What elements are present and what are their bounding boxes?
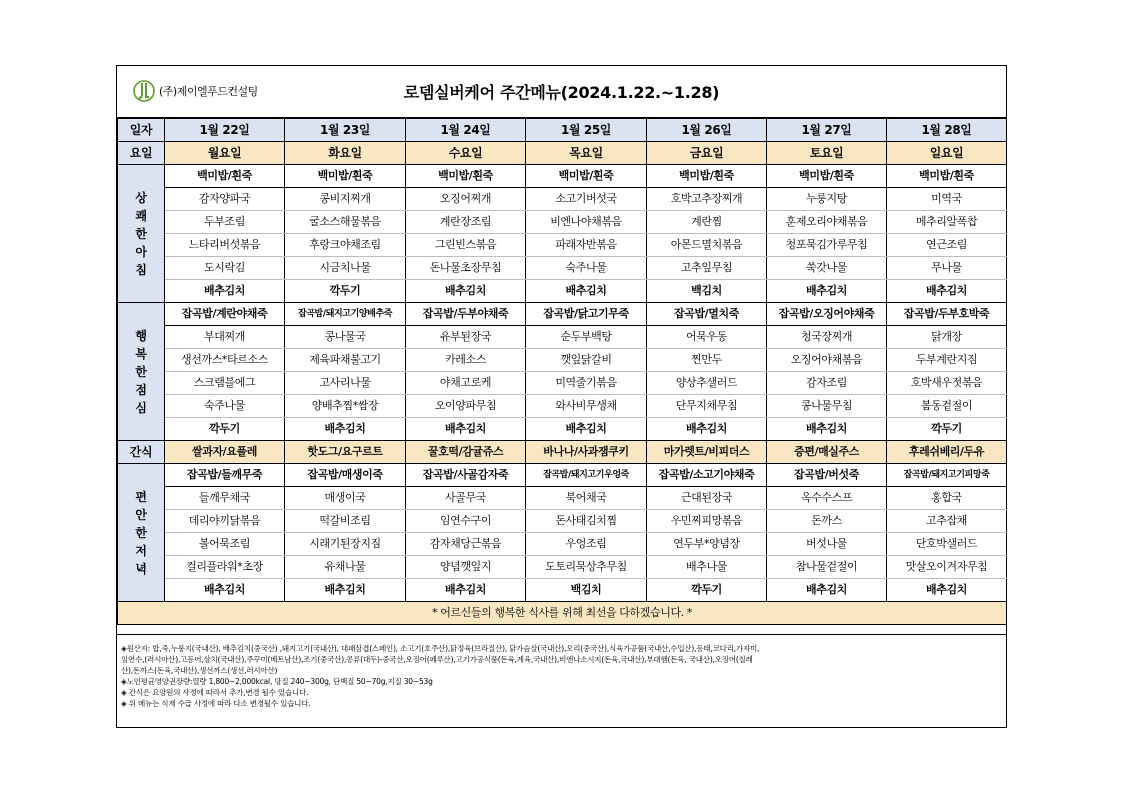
date-cell: 1월 28일 [887, 119, 1007, 142]
lunch-label-char: 한 [135, 364, 147, 379]
breakfast-dish: 백미밥/흰죽 [406, 165, 526, 188]
breakfast-label-char: 쾌 [135, 208, 147, 223]
footnotes [117, 634, 1006, 709]
dinner-label-char: 저 [135, 543, 147, 558]
dinner-dish: 볼어묵조림 [165, 533, 285, 556]
breakfast-dish: 콩비지찌개 [285, 188, 406, 211]
snack-cell: 쌀과자/요플레 [165, 441, 285, 464]
breakfast-dish: 백김치 [647, 280, 767, 303]
dinner-dish: 배추나물 [647, 556, 767, 579]
dinner-dish: 잡곡밥/돼지고기우엉죽 [526, 464, 647, 487]
breakfast-dish: 고추잎무침 [647, 257, 767, 280]
breakfast-dish: 계란찜 [647, 211, 767, 234]
dinner-label-char: 녁 [135, 561, 147, 576]
snack-row [118, 441, 1007, 464]
lunch-dish: 오징어야채볶음 [767, 349, 887, 372]
dinner-dish: 잡곡밥/돼지고기피망죽 [887, 464, 1007, 487]
lunch-dish: 스크램블에그 [165, 372, 285, 395]
dinner-dish: 잡곡밥/매생이죽 [285, 464, 406, 487]
company-name: (주)제이엘푸드컨설팅 [159, 85, 258, 98]
lunch-row [118, 349, 1007, 372]
breakfast-dish: 오징어찌개 [406, 188, 526, 211]
breakfast-dish: 배추김치 [887, 280, 1007, 303]
breakfast-dish: 돈나물초장무침 [406, 257, 526, 280]
date-cell: 1월 27일 [767, 119, 887, 142]
breakfast-dish: 쑥갓나물 [767, 257, 887, 280]
lunch-dish: 생선까스*타르소스 [165, 349, 285, 372]
lunch-dish: 배추김치 [285, 418, 406, 441]
dinner-dish: 감자채당근볶음 [406, 533, 526, 556]
lunch-dish: 고사리나물 [285, 372, 406, 395]
lunch-dish: 배추김치 [406, 418, 526, 441]
footnote-line: ◈ 간식은 요양원의 사정에 따라서 추가,변경 될수 있습니다. [121, 688, 309, 697]
dinner-dish: 깍두기 [647, 579, 767, 602]
dinner-label-char: 안 [135, 507, 147, 522]
breakfast-dish: 메추리알폭찹 [887, 211, 1007, 234]
dinner-dish: 잡곡밥/사골감자죽 [406, 464, 526, 487]
dinner-dish: 배추김치 [285, 579, 406, 602]
breakfast-dish: 누룽지탕 [767, 188, 887, 211]
lunch-dish: 찐만두 [647, 349, 767, 372]
dinner-dish: 연두부*양념장 [647, 533, 767, 556]
snack-cell: 후레쉬베리/두유 [887, 441, 1007, 464]
breakfast-dish: 두부조림 [165, 211, 285, 234]
lunch-dish: 카레소스 [406, 349, 526, 372]
lunch-dish: 배추김치 [647, 418, 767, 441]
weekday-cell: 토요일 [767, 142, 887, 165]
weekday-cell: 화요일 [285, 142, 406, 165]
dinner-label-char: 편 [135, 489, 147, 504]
date-cell: 1월 25일 [526, 119, 647, 142]
breakfast-dish: 배추김치 [767, 280, 887, 303]
dinner-dish: 맛살오이겨자무침 [887, 556, 1007, 579]
dinner-dish: 잡곡밥/들깨무죽 [165, 464, 285, 487]
breakfast-dish: 훈제오리야채볶음 [767, 211, 887, 234]
lunch-dish: 호박새우젓볶음 [887, 372, 1007, 395]
dinner-dish: 버섯나물 [767, 533, 887, 556]
breakfast-dish: 무나물 [887, 257, 1007, 280]
dinner-dish: 떡갈비조림 [285, 510, 406, 533]
dinner-dish: 우민찌피망볶음 [647, 510, 767, 533]
breakfast-dish: 파래자반볶음 [526, 234, 647, 257]
dinner-label-char: 한 [135, 525, 147, 540]
breakfast-dish: 도시락김 [165, 257, 285, 280]
lunch-dish: 제육파채불고기 [285, 349, 406, 372]
breakfast-dish: 비엔나야채볶음 [526, 211, 647, 234]
breakfast-dish: 백미밥/흰죽 [647, 165, 767, 188]
dinner-dish: 들깨무채국 [165, 487, 285, 510]
dinner-dish: 홍합국 [887, 487, 1007, 510]
dinner-dish: 근대된장국 [647, 487, 767, 510]
breakfast-dish: 소고기버섯국 [526, 188, 647, 211]
breakfast-row [118, 257, 1007, 280]
lunch-row [118, 418, 1007, 441]
breakfast-dish: 계란장조림 [406, 211, 526, 234]
breakfast-label-char: 침 [135, 262, 147, 277]
page-title: 로뎀실버케어 주간메뉴(2024.1.22.~1.28) [403, 83, 720, 102]
lunch-label [118, 303, 165, 441]
weekday-label: 요일 [118, 142, 165, 165]
lunch-label-char: 점 [135, 382, 147, 397]
lunch-dish: 잡곡밥/계란야채죽 [165, 303, 285, 326]
lunch-dish: 유부된장국 [406, 326, 526, 349]
footnote-line: 임연수,(러시아산),고등어,삼치(국내산),주꾸미(베트남산),조기(중국산),콩류(대두)-중국산,오징어(페루산),고기가공식품(돈육,계육,국내산),비엔나소시지(돈육,국내산),부대햄(돈육, 국내산),오징어(칠레 [121, 655, 753, 664]
breakfast-row [118, 280, 1007, 303]
footnote-line: ◈ 위 메뉴는 식재 수급 사정에 따라 다소 변경될수 있습니다. [121, 699, 311, 708]
breakfast-label-char: 상 [135, 190, 147, 205]
lunch-dish: 콩나물무침 [767, 395, 887, 418]
breakfast-label-char: 한 [135, 226, 147, 241]
breakfast-dish: 미역국 [887, 188, 1007, 211]
breakfast-dish: 백미밥/흰죽 [767, 165, 887, 188]
dinner-row [118, 556, 1007, 579]
lunch-dish: 봄동겉절이 [887, 395, 1007, 418]
lunch-dish: 야채고로케 [406, 372, 526, 395]
lunch-dish: 잡곡밥/닭고기무죽 [526, 303, 647, 326]
dinner-dish: 백김치 [526, 579, 647, 602]
lunch-dish: 감자조림 [767, 372, 887, 395]
lunch-row [118, 303, 1007, 326]
lunch-dish: 양상추샐러드 [647, 372, 767, 395]
breakfast-row [118, 165, 1007, 188]
dinner-dish: 우엉조림 [526, 533, 647, 556]
dinner-dish: 데리야끼닭볶음 [165, 510, 285, 533]
menu-sheet [116, 65, 1007, 728]
weekly-menu-table [117, 118, 1007, 625]
dinner-dish: 임연수구이 [406, 510, 526, 533]
dinner-dish: 참나물겉절이 [767, 556, 887, 579]
lunch-dish: 청국장찌개 [767, 326, 887, 349]
lunch-dish: 깍두기 [887, 418, 1007, 441]
date-cell: 1월 24일 [406, 119, 526, 142]
breakfast-dish: 아몬드멸치볶음 [647, 234, 767, 257]
title-bar [117, 66, 1006, 118]
breakfast-dish: 감자양파국 [165, 188, 285, 211]
breakfast-dish: 배추김치 [165, 280, 285, 303]
breakfast-dish: 백미밥/흰죽 [526, 165, 647, 188]
lunch-row [118, 395, 1007, 418]
lunch-dish: 잡곡밥/돼지고기양배추죽 [285, 303, 406, 326]
lunch-label-char: 심 [135, 400, 147, 415]
lunch-dish: 단무지채무침 [647, 395, 767, 418]
dinner-dish: 유채나물 [285, 556, 406, 579]
snack-cell: 마가렛트/비피더스 [647, 441, 767, 464]
dinner-dish: 잡곡밥/소고기야채죽 [647, 464, 767, 487]
lunch-dish: 순두부백탕 [526, 326, 647, 349]
lunch-label-char: 행 [135, 328, 147, 343]
breakfast-row [118, 188, 1007, 211]
dinner-dish: 돈까스 [767, 510, 887, 533]
breakfast-dish: 청포묵김가루무침 [767, 234, 887, 257]
lunch-dish: 배추김치 [767, 418, 887, 441]
breakfast-dish: 후랑크야채조림 [285, 234, 406, 257]
lunch-dish: 잡곡밥/두부호박죽 [887, 303, 1007, 326]
lunch-dish: 잡곡밥/두부야채죽 [406, 303, 526, 326]
breakfast-row [118, 234, 1007, 257]
lunch-dish: 오이양파무침 [406, 395, 526, 418]
dinner-dish: 옥수수스프 [767, 487, 887, 510]
dinner-dish: 도토리묵상추무침 [526, 556, 647, 579]
weekday-cell: 일요일 [887, 142, 1007, 165]
weekday-cell: 월요일 [165, 142, 285, 165]
breakfast-dish: 숙주나물 [526, 257, 647, 280]
date-cell: 1월 23일 [285, 119, 406, 142]
dinner-row [118, 579, 1007, 602]
lunch-label-char: 복 [135, 346, 147, 361]
weekday-cell: 목요일 [526, 142, 647, 165]
dinner-dish: 북어채국 [526, 487, 647, 510]
breakfast-dish: 배추김치 [406, 280, 526, 303]
dinner-row [118, 533, 1007, 556]
dinner-dish: 시래기된장지짐 [285, 533, 406, 556]
footnote-line: ◈노인평균영양권장량:열량 1,800~2,000kcal, 당질 240~300g, 단백질 50~70g,지질 30~53g [121, 677, 433, 686]
snack-cell: 꿀호떡/감귤쥬스 [406, 441, 526, 464]
breakfast-dish: 시금치나물 [285, 257, 406, 280]
lunch-dish: 두부계란지짐 [887, 349, 1007, 372]
breakfast-label-char: 아 [135, 244, 147, 259]
notice-text: * 어르신들의 행복한 식사를 위해 최선을 다하겠습니다. * [118, 602, 1007, 625]
lunch-dish: 배추김치 [526, 418, 647, 441]
lunch-dish: 미역줄기볶음 [526, 372, 647, 395]
dinner-row [118, 510, 1007, 533]
dinner-dish: 양념깻잎지 [406, 556, 526, 579]
footnote-line: 산),돈까스(돈육,국내산),생선까스(생선,러시아산) [121, 666, 278, 675]
lunch-dish: 와사비무생채 [526, 395, 647, 418]
breakfast-dish: 배추김치 [526, 280, 647, 303]
weekday-cell: 수요일 [406, 142, 526, 165]
dinner-dish: 배추김치 [767, 579, 887, 602]
breakfast-dish: 그린빈스볶음 [406, 234, 526, 257]
lunch-dish: 깍두기 [165, 418, 285, 441]
dinner-dish: 잡곡밥/버섯죽 [767, 464, 887, 487]
dinner-dish: 배추김치 [406, 579, 526, 602]
date-label: 일자 [118, 119, 165, 142]
dinner-dish: 배추김치 [165, 579, 285, 602]
dinner-dish: 배추김치 [887, 579, 1007, 602]
date-cell: 1월 26일 [647, 119, 767, 142]
lunch-dish: 양배추찜*쌈장 [285, 395, 406, 418]
dinner-label [118, 464, 165, 602]
breakfast-dish: 호박고추장찌개 [647, 188, 767, 211]
lunch-dish: 숙주나물 [165, 395, 285, 418]
lunch-dish: 닭개장 [887, 326, 1007, 349]
breakfast-dish: 느타리버섯볶음 [165, 234, 285, 257]
lunch-dish: 부대찌개 [165, 326, 285, 349]
snack-cell: 바나나/사과잼쿠키 [526, 441, 647, 464]
snack-cell: 핫도그/요구르트 [285, 441, 406, 464]
lunch-row [118, 326, 1007, 349]
date-row [118, 119, 1007, 142]
breakfast-dish: 깍두기 [285, 280, 406, 303]
lunch-dish: 잡곡밥/멸치죽 [647, 303, 767, 326]
breakfast-dish: 백미밥/흰죽 [165, 165, 285, 188]
date-cell: 1월 22일 [165, 119, 285, 142]
breakfast-dish: 백미밥/흰죽 [285, 165, 406, 188]
dinner-dish: 매생이국 [285, 487, 406, 510]
lunch-row [118, 372, 1007, 395]
breakfast-dish: 굴소스해물볶음 [285, 211, 406, 234]
breakfast-row [118, 211, 1007, 234]
breakfast-dish: 연근조림 [887, 234, 1007, 257]
dinner-row [118, 464, 1007, 487]
weekday-cell: 금요일 [647, 142, 767, 165]
breakfast-label [118, 165, 165, 303]
snack-label: 간식 [118, 441, 165, 464]
notice-row [118, 602, 1007, 625]
dinner-dish: 사골무국 [406, 487, 526, 510]
dinner-dish: 돈사태김치찜 [526, 510, 647, 533]
lunch-dish: 콩나물국 [285, 326, 406, 349]
footnote-line: ◈원산지: 밥,죽,누룽지(국내산), 배추김치(중국산) ,돼지고기(국내산), 대패삼겹(스페인), 소고기(호주산),닭정육(브라질산), 닭가슴살(국내산),오리(중국산),식육가공품(국내산,수입산),동태,코다리,가자미, [121, 644, 760, 653]
dinner-row [118, 487, 1007, 510]
snack-cell: 증편/매실주스 [767, 441, 887, 464]
weekday-row [118, 142, 1007, 165]
lunch-dish: 깻잎닭갈비 [526, 349, 647, 372]
dinner-dish: 고추잡채 [887, 510, 1007, 533]
breakfast-dish: 백미밥/흰죽 [887, 165, 1007, 188]
dinner-dish: 단호박샐러드 [887, 533, 1007, 556]
dinner-dish: 컬리플라워*초장 [165, 556, 285, 579]
lunch-dish: 잡곡밥/오징어야채죽 [767, 303, 887, 326]
lunch-dish: 어묵우동 [647, 326, 767, 349]
